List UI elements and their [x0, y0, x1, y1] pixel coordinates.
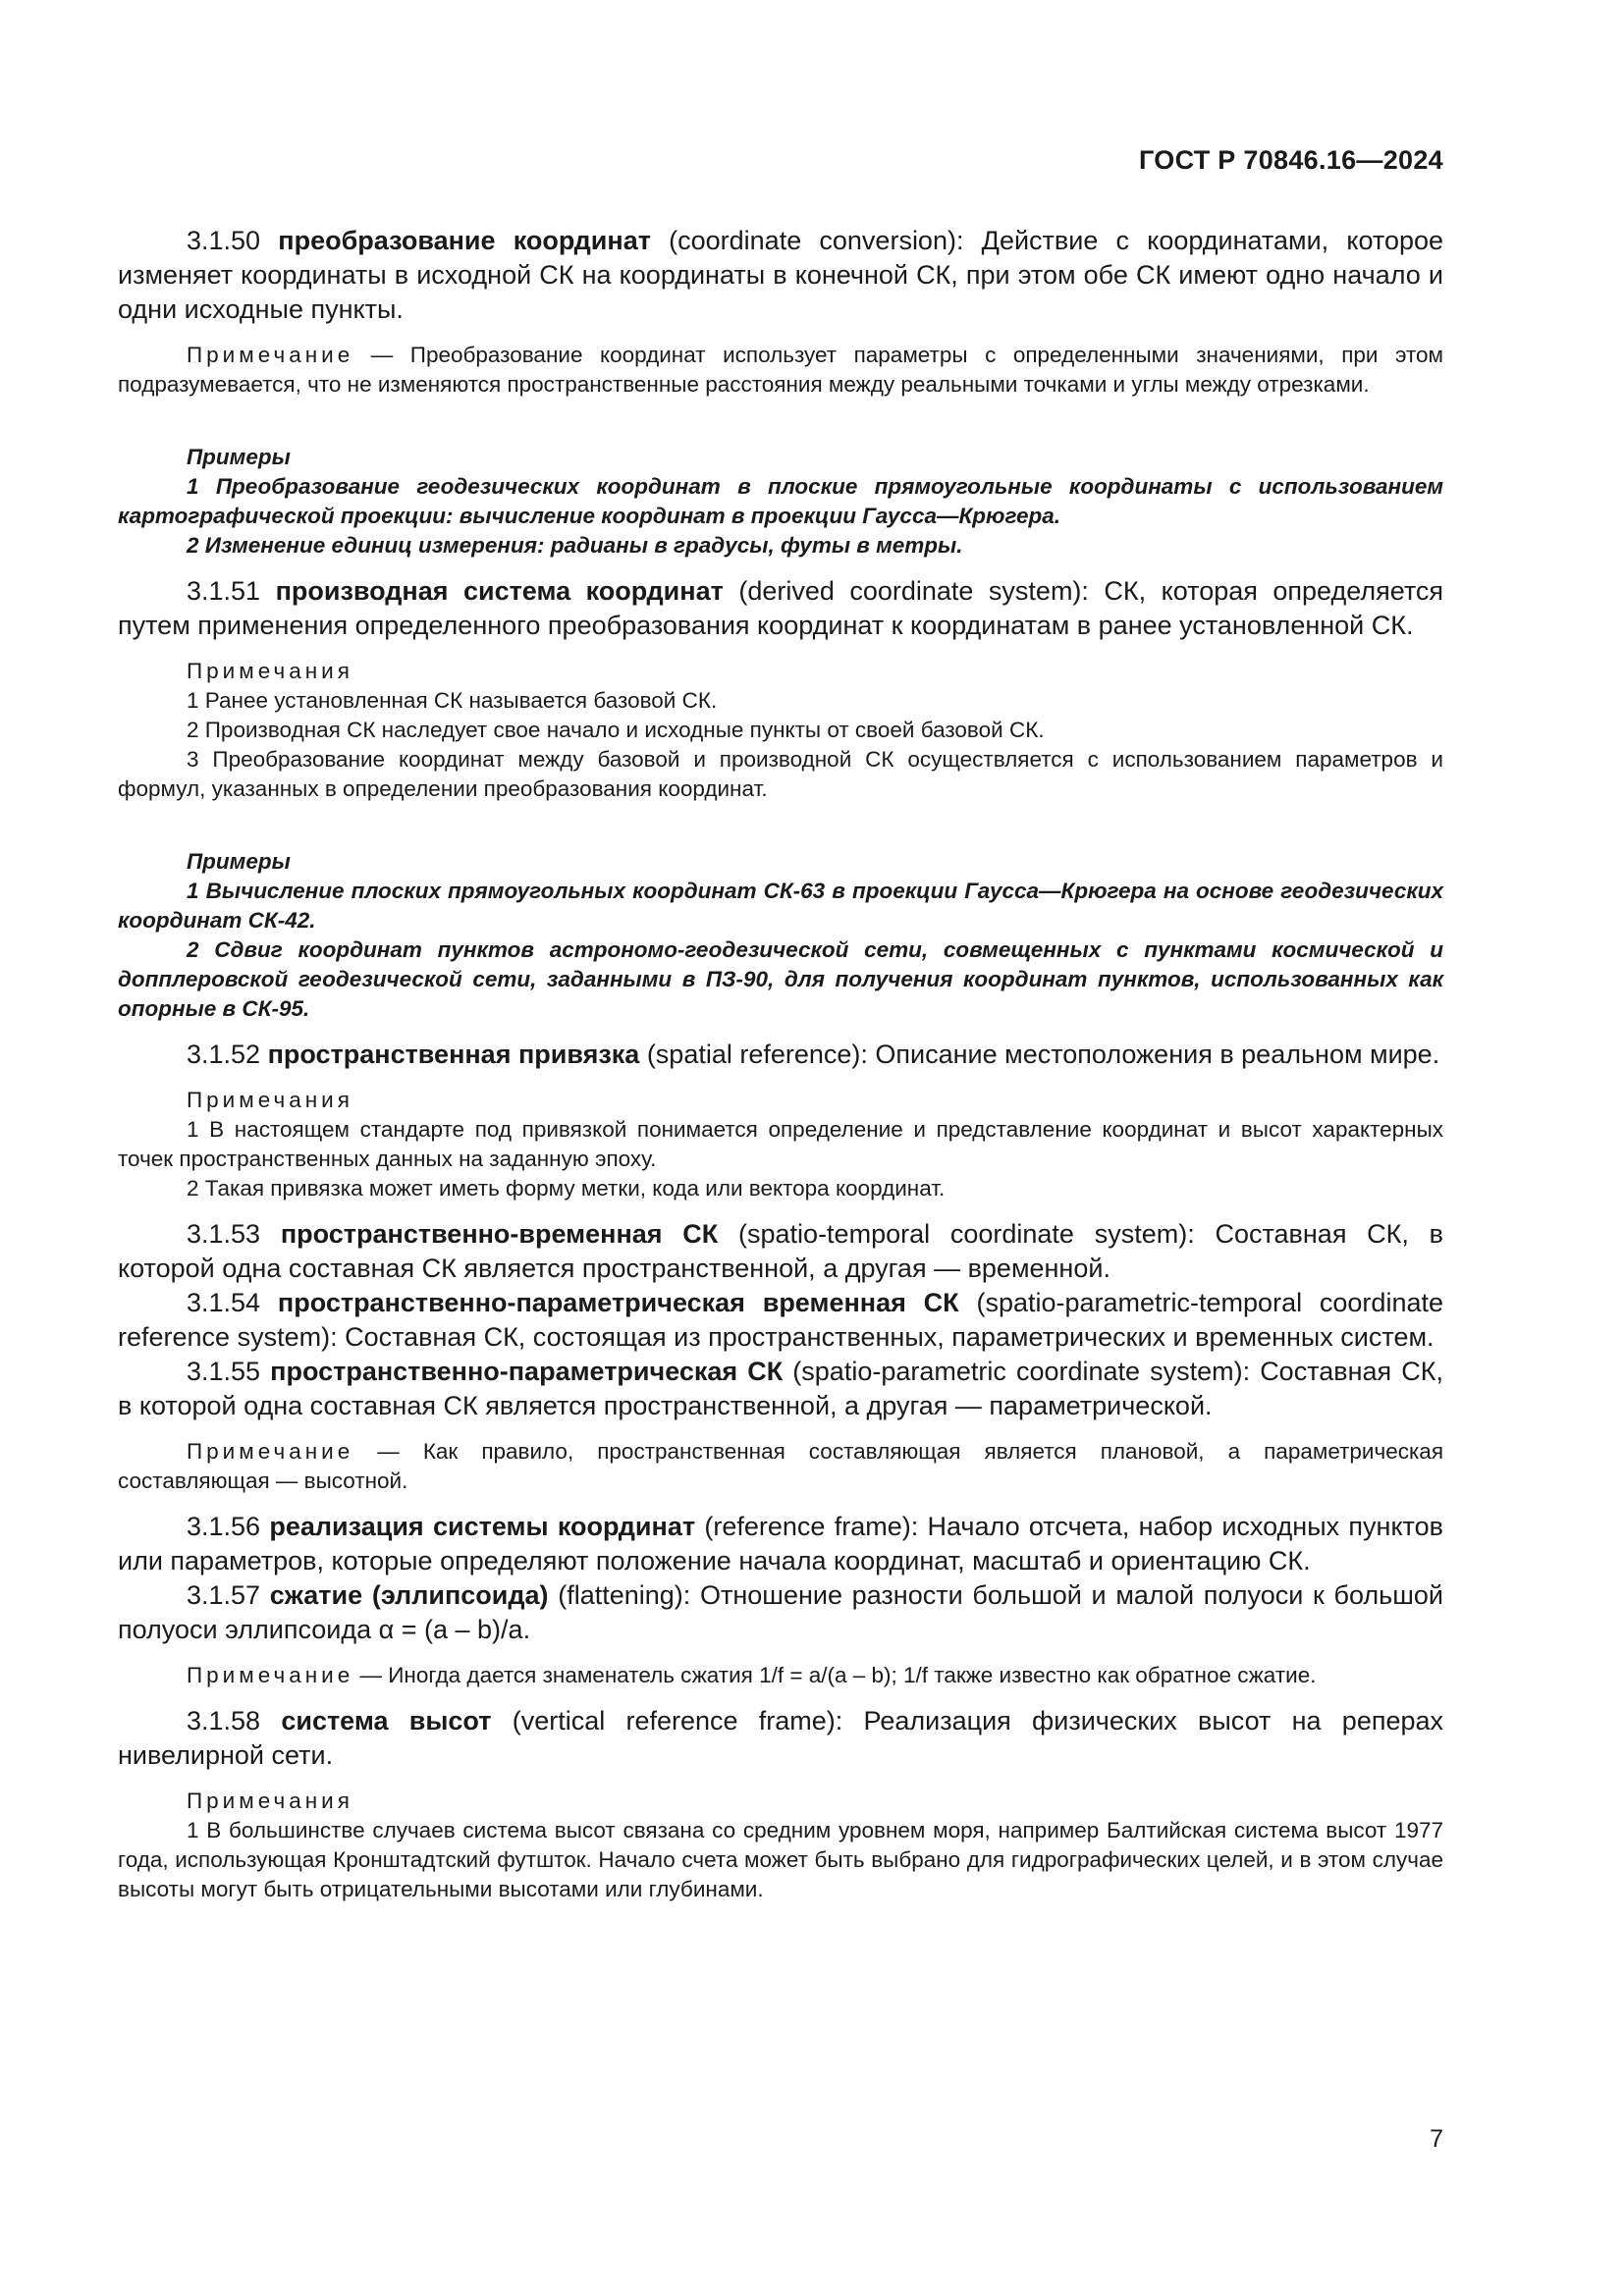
term-definition: Составная СК, состоящая из пространственных, параметрических и временных систем. [345, 1322, 1435, 1352]
term-definition: Начало отсчета, набор исходных пунктов или параметров, которые определяют положение начала координат, масштаб и ориентацию СК. [118, 1512, 1443, 1575]
term-number: 3.1.54 [187, 1288, 278, 1317]
term-name: преобразование координат [278, 226, 651, 255]
term-english: (reference frame): [695, 1512, 928, 1541]
term-definition: Составная СК, в которой одна составная СК является пространственной, а другая — временной. [118, 1219, 1444, 1283]
notes-label: Примечания [187, 1088, 353, 1112]
term-number: 3.1.56 [187, 1512, 270, 1541]
term-definition: Составная СК, в которой одна составная СК является пространственной, а другая — параметрической. [118, 1357, 1443, 1420]
note-1: 1 В настоящем стандарте под привязкой понимается определение и представление координат и высот характерных точек пространственных данных на заданную эпоху. [118, 1117, 1443, 1171]
term-english: (derived coordinate system): [723, 576, 1105, 606]
document-body [118, 224, 1443, 1904]
term-definition: СК, которая определяется путем применения определенного преобразования координат к координатам в ранее установленной СК. [118, 576, 1444, 640]
term-english: (flattening): [548, 1580, 700, 1610]
note-3-1-57 [118, 1661, 1443, 1690]
note-text: — Иногда дается знаменатель сжатия 1/f = a/(a – b); 1/f также известно как обратное сжатие. [353, 1663, 1317, 1687]
term-name: реализация системы координат [269, 1512, 696, 1541]
term-definition: Описание местоположения в реальном мире. [875, 1040, 1440, 1069]
term-definition: Отношение разности большой и малой полуоси к большой полуоси эллипсоида α = (a – b)/a. [118, 1580, 1443, 1644]
page-number: 7 [1430, 2125, 1443, 2153]
example-1: 1 Преобразование геодезических координат в плоские прямоугольные координаты с использованием картографической проекции: вычисление координат в проекции Гаусса—Крюгера. [118, 474, 1443, 528]
examples-label: Примеры [187, 849, 291, 874]
term-3-1-55 [118, 1355, 1443, 1423]
term-definition: Действие с координатами, которое изменяет координаты в исходной СК на координаты в конечной СК, при этом обе СК имеют одно начало и одни исходные пункты. [118, 226, 1444, 324]
term-name: пространственно-параметрическая временная СК [277, 1288, 959, 1317]
term-number: 3.1.51 [187, 576, 276, 606]
note-label: Примечание [187, 1663, 354, 1687]
note-label: Примечание [187, 1439, 354, 1464]
term-number: 3.1.50 [187, 226, 279, 255]
example-2: 2 Сдвиг координат пунктов астрономо-геодезической сети, совмещенных с пунктами космической и допплеровской геодезической сети, заданными в ПЗ-90, для получения координат пунктов, использованных как опорные в СК-95. [118, 937, 1443, 1021]
examples-label: Примеры [187, 445, 291, 469]
term-english: (spatial reference): [639, 1040, 876, 1069]
term-number: 3.1.57 [187, 1580, 270, 1610]
term-english: (spatio-parametric coordinate system): [783, 1357, 1261, 1386]
term-3-1-51 [118, 574, 1443, 643]
term-3-1-50 [118, 224, 1443, 327]
term-3-1-54 [118, 1286, 1443, 1355]
term-3-1-52 [118, 1038, 1443, 1072]
term-name: пространственно-параметрическая СК [270, 1357, 784, 1386]
term-3-1-58 [118, 1704, 1443, 1773]
term-number: 3.1.55 [187, 1357, 271, 1386]
notes-label: Примечания [187, 1789, 353, 1813]
term-english: (spatio-parametric-temporal coordinate reference system): [118, 1288, 1443, 1352]
note-1: 1 В большинстве случаев система высот связана со средним уровнем моря, например Балтийская система высот 1977 года, использующая Кронштадтский футшток. Начало счета может быть выбрано для гидрографических целей, и в этом случае высоты могут быть отрицательными высотами или глубинами. [118, 1818, 1443, 1901]
term-name: сжатие (эллипсоида) [269, 1580, 549, 1610]
notes-label: Примечания [187, 659, 353, 683]
term-3-1-57 [118, 1578, 1443, 1647]
example-2: 2 Изменение единиц измерения: радианы в градусы, футы в метры. [187, 533, 963, 558]
term-name: система высот [281, 1706, 492, 1735]
note-text: — Как правило, пространственная составляющая является плановой, а параметрическая составляющая — высотной. [118, 1439, 1443, 1493]
term-english: (vertical reference frame): [491, 1706, 864, 1735]
note-1: 1 Ранее установленная СК называется базовой СК. [187, 688, 718, 713]
example-1: 1 Вычисление плоских прямоугольных координат СК-63 в проекции Гаусса—Крюгера на основе геодезических координат СК-42. [118, 879, 1443, 933]
note-3: 3 Преобразование координат между базовой и производной СК осуществляется с использованием параметров и формул, указанных в определении преобразования координат. [118, 747, 1443, 801]
term-english: (spatio-temporal coordinate system): [718, 1219, 1216, 1249]
note-3-1-50 [118, 341, 1443, 400]
term-number: 3.1.58 [187, 1706, 282, 1735]
term-3-1-56 [118, 1510, 1443, 1578]
term-number: 3.1.53 [187, 1219, 281, 1249]
note-text: — Преобразование координат использует параметры с определенными значениями, при этом подразумевается, что не изменяются пространственные расстояния между реальными точками и углы между отрезками. [118, 343, 1443, 397]
term-english: (coordinate conversion): [650, 226, 982, 255]
note-label: Примечание [187, 343, 354, 367]
note-2: 2 Производная СК наследует свое начало и исходные пункты от своей базовой СК. [187, 718, 1045, 742]
document-id: ГОСТ Р 70846.16—2024 [1139, 145, 1443, 175]
note-3-1-55 [118, 1437, 1443, 1496]
note-2: 2 Такая привязка может иметь форму метки, кода или вектора координат. [187, 1176, 946, 1201]
term-name: пространственная привязка [267, 1040, 640, 1069]
term-3-1-53 [118, 1217, 1443, 1286]
term-definition: Реализация физических высот на реперах нивелирной сети. [118, 1706, 1444, 1770]
term-name: пространственно-временная СК [280, 1219, 719, 1249]
term-name: производная система координат [275, 576, 724, 606]
term-number: 3.1.52 [187, 1040, 268, 1069]
